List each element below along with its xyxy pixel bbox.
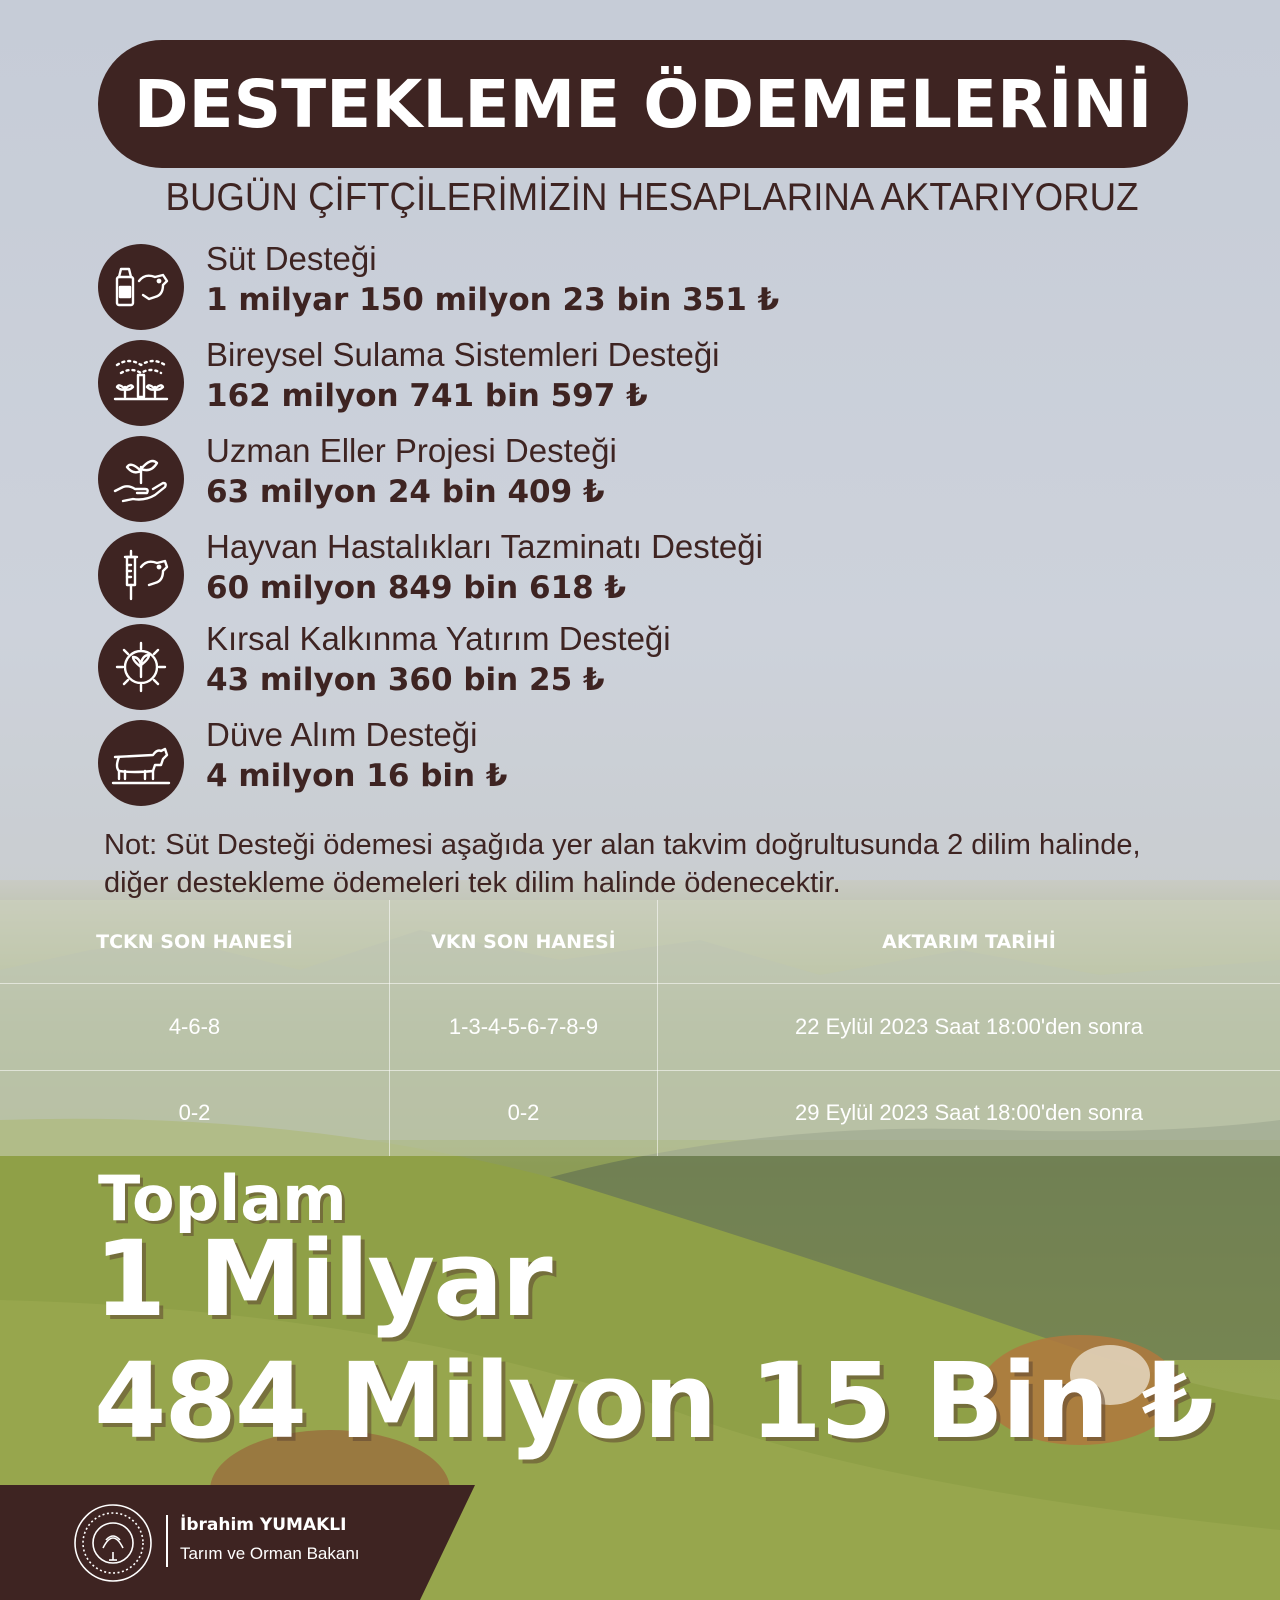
- support-item-expert-hands: [98, 430, 1198, 522]
- header-transfer-date: AKTARIM TARİHİ: [658, 900, 1280, 984]
- irrigation-sprinkler-icon: [98, 340, 184, 426]
- support-amount: 63 milyon 24 bin 409 ₺: [206, 474, 605, 510]
- title-banner: [98, 40, 1188, 168]
- total-amount-line1: 1 Milyar: [94, 1218, 551, 1340]
- support-amount: 1 milyar 150 milyon 23 bin 351 ₺: [206, 282, 780, 318]
- support-item-rural-development: [98, 618, 1198, 710]
- hand-sprout-icon: [98, 436, 184, 522]
- support-amount: 43 milyon 360 bin 25 ₺: [206, 662, 605, 698]
- minister-name: İbrahim YUMAKLI: [180, 1515, 347, 1535]
- footer-divider: [166, 1515, 168, 1567]
- minister-title: Tarım ve Orman Bakanı: [180, 1544, 360, 1563]
- payment-note: Not: Süt Desteği ödemesi aşağıda yer alan takvim doğrultusunda 2 dilim halinde, diğer destekleme ödemeleri tek dilim halinde ödenecektir.: [104, 829, 1141, 899]
- support-label: Uzman Eller Projesi Desteği: [206, 432, 617, 469]
- cell-transfer-date: 29 Eylül 2023 Saat 18:00'den sonra: [795, 1100, 1143, 1126]
- table-row: [0, 984, 1280, 1070]
- support-item-animal-disease: [98, 526, 1198, 618]
- total-amount-line2: 484 Milyon 15 Bin ₺: [94, 1340, 1213, 1462]
- total-label: Toplam: [98, 1162, 347, 1235]
- support-amount: 162 milyon 741 bin 597 ₺: [206, 378, 648, 414]
- syringe-cow-icon: [98, 532, 184, 618]
- support-label: Hayvan Hastalıkları Tazminatı Desteği: [206, 528, 763, 565]
- support-label: Düve Alım Desteği: [206, 716, 478, 753]
- cell-vkn: 0-2: [390, 1070, 658, 1156]
- cell-tckn: 4-6-8: [0, 984, 390, 1070]
- page-title: DESTEKLEME ÖDEMELERİNİ: [133, 65, 1153, 143]
- payment-schedule-table: [0, 900, 1280, 1156]
- milk-cow-icon: [98, 244, 184, 330]
- cell-transfer-date: 22 Eylül 2023 Saat 18:00'den sonra: [658, 984, 1280, 1070]
- support-item-heifer: [98, 714, 1198, 806]
- page-subtitle: BUGÜN ÇİFTÇİLERİMİZİN HESAPLARINA AKTARIYORUZ: [165, 176, 1139, 219]
- table-header-row: [0, 900, 1280, 984]
- gear-sprout-icon: [98, 624, 184, 710]
- heifer-icon: [98, 720, 184, 806]
- support-amount: 4 milyon 16 bin ₺: [206, 758, 508, 794]
- support-label: Kırsal Kalkınma Yatırım Desteği: [206, 620, 671, 657]
- header-vkn: VKN SON HANESİ: [390, 900, 658, 984]
- support-item-milk: [98, 238, 1198, 330]
- table-row: [0, 1070, 1280, 1156]
- support-label: Bireysel Sulama Sistemleri Desteği: [206, 336, 720, 373]
- support-item-irrigation: [98, 334, 1198, 426]
- header-tckn: TCKN SON HANESİ: [0, 900, 390, 984]
- cell-vkn: 1-3-4-5-6-7-8-9: [390, 984, 658, 1070]
- support-amount: 60 milyon 849 bin 618 ₺: [206, 570, 627, 606]
- cell-tckn: 0-2: [0, 1070, 390, 1156]
- support-label: Süt Desteği: [206, 240, 377, 277]
- ministry-seal-icon: [72, 1502, 154, 1584]
